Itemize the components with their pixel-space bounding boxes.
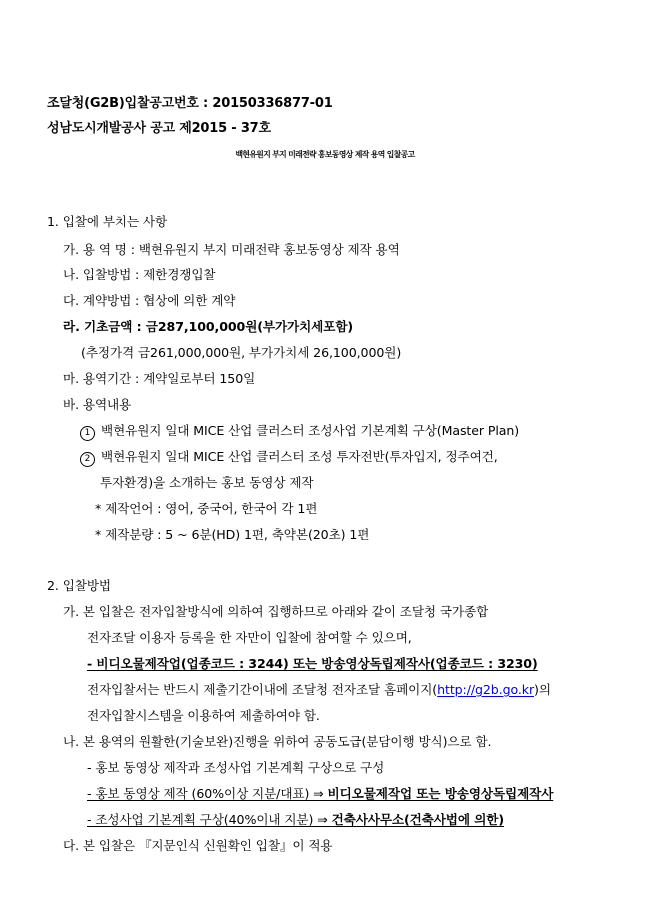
page-title: 백현유원지 부지 미래전략 홍보동영상 제작 용역 입찰공고 — [235, 150, 415, 159]
note-language: * 제작언어 : 영어, 중국어, 한국어 각 1편 — [95, 501, 318, 516]
joint-contract-video-bold: 비디오물제작업 또는 방송영상독립제작사 — [327, 786, 554, 801]
joint-contract-video — [87, 786, 553, 802]
joint-contract-plan-text: - 조성사업 기본계획 구상(40%이내 지분) ⇒ — [87, 812, 332, 827]
service-name: 가. 용 역 명 : 백현유원지 부지 미래전략 홍보동영상 제작 용역 — [63, 242, 400, 257]
bid-method-ga-5: 전자입찰시스템을 이용하여 제출하여야 함. — [87, 708, 320, 723]
bid-method-ga-2: 전자조달 이용자 등록을 한 자만이 입찰에 참여할 수 있으며, — [87, 630, 412, 645]
bid-method-na-2: - 홍보 동영상 제작과 조성사업 기본계획 구상으로 구성 — [87, 760, 385, 775]
g2b-link[interactable]: http://g2b.go.kr — [437, 682, 535, 697]
service-content-label: 바. 용역내용 — [63, 397, 132, 412]
content-item-1 — [80, 423, 519, 441]
joint-contract-plan-bold: 건축사사무소(건축사법에 의한) — [331, 812, 505, 827]
content-item-2-cont: 투자환경)을 소개하는 홍보 동영상 제작 — [100, 475, 314, 490]
content-item-2-text: 백현유원지 일대 MICE 산업 클러스터 조성 투자전반(투자입지, 정주여건, — [101, 449, 498, 464]
bid-method-da: 다. 본 입찰은 『지문인식 신원확인 입찰』이 적용 — [63, 838, 333, 853]
bid-method-ga-4 — [87, 682, 551, 698]
notice-number: 조달청(G2B)입찰공고번호 : 20150336877-01 — [47, 96, 333, 111]
circled-number-1: 1 — [80, 426, 95, 441]
bid-method-ga-4-end: )의 — [534, 682, 551, 697]
bid-method-ga-1: 가. 본 입찰은 전자입찰방식에 의하여 집행하므로 아래와 같이 조달청 국가종합 — [63, 604, 489, 619]
content-item-1-text: 백현유원지 일대 MICE 산업 클러스터 조성사업 기본계획 구상(Master Plan) — [101, 423, 520, 438]
section1-heading: 1. 입찰에 부치는 사항 — [47, 214, 168, 229]
industry-codes: - 비디오물제작업(업종코드 : 3244) 또는 방송영상독립제작사(업종코드 : 3230) — [87, 656, 538, 671]
issuer-line: 성남도시개발공사 공고 제2015 - 37호 — [47, 121, 271, 136]
content-item-2 — [80, 449, 498, 467]
circled-number-2: 2 — [80, 452, 95, 467]
joint-contract-plan — [87, 812, 504, 828]
estimated-price: (추정가격 금261,000,000원, 부가가치세 26,100,000원) — [81, 345, 402, 360]
bid-method: 나. 입찰방법 : 제한경쟁입찰 — [63, 267, 216, 282]
bid-method-na-1: 나. 본 용역의 원활한(기술보완)진행을 위하여 공동도급(분담이행 방식)으로 함. — [63, 734, 492, 749]
bid-method-ga-4-text: 전자입찰서는 반드시 제출기간이내에 조달청 전자조달 홈페이지( — [87, 682, 438, 697]
contract-method: 다. 계약방법 : 협상에 의한 계약 — [63, 293, 236, 308]
service-period: 마. 용역기간 : 계약일로부터 150일 — [63, 371, 256, 386]
note-length: * 제작분량 : 5 ~ 6분(HD) 1편, 축약본(20초) 1편 — [95, 527, 370, 542]
section2-heading: 2. 입찰방법 — [47, 578, 111, 593]
joint-contract-video-text: - 홍보 동영상 제작 (60%이상 지분/대표) ⇒ — [87, 786, 328, 801]
base-amount: 라. 기초금액 : 금287,100,000원(부가가치세포함) — [63, 319, 354, 334]
